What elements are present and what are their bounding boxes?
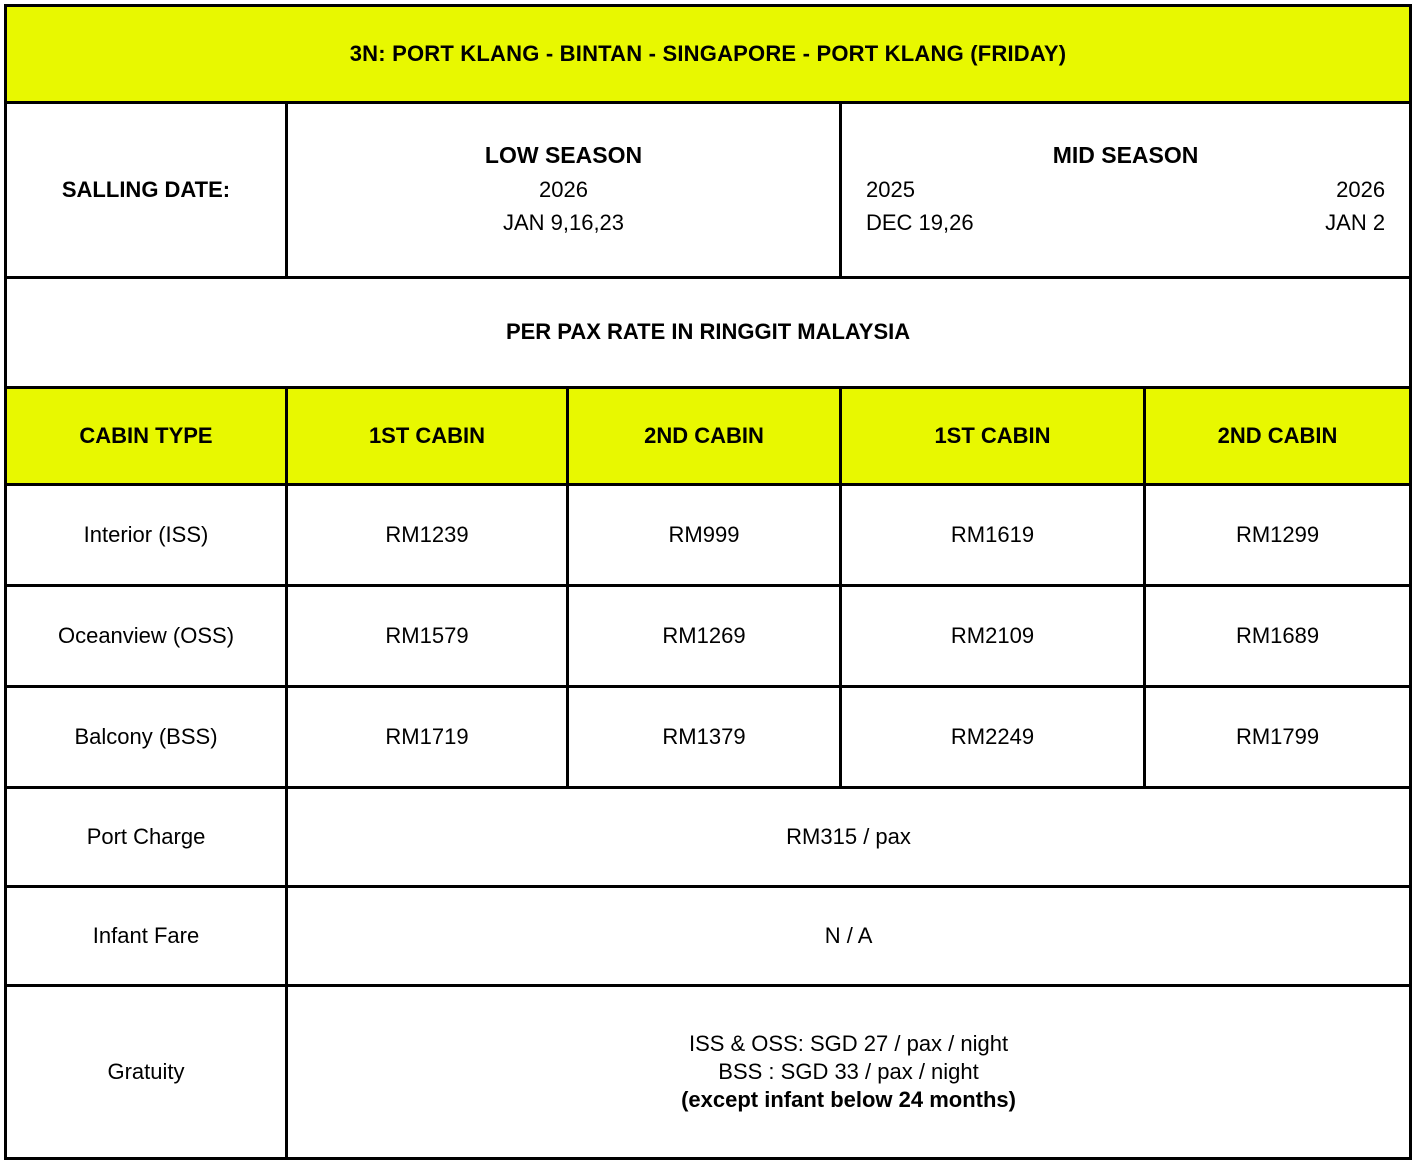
sailing-date-row [6, 103, 1411, 278]
mid-season-year-left: 2025 [866, 176, 915, 202]
mid-second-price: RM1299 [1145, 485, 1411, 586]
gratuity-label: Gratuity [6, 986, 287, 1159]
low-season-cell [287, 103, 841, 278]
cabin-type-value: Interior (ISS) [6, 485, 287, 586]
sailing-date-label: SALLING DATE: [6, 103, 287, 278]
mid-first-price: RM2109 [841, 586, 1145, 687]
mid-second-price: RM1689 [1145, 586, 1411, 687]
header-cabin-type: CABIN TYPE [6, 388, 287, 485]
per-pax-rate-banner: PER PAX RATE IN RINGGIT MALAYSIA [6, 278, 1411, 388]
table-row [6, 687, 1411, 788]
gratuity-line-bss: BSS : SGD 33 / pax / night [718, 1058, 979, 1084]
header-low-second-cabin: 2ND CABIN [568, 388, 841, 485]
table-row [6, 586, 1411, 687]
header-mid-second-cabin: 2ND CABIN [1145, 388, 1411, 485]
rate-sheet [0, 4, 1413, 1113]
low-first-price: RM1719 [287, 687, 568, 788]
mid-first-price: RM1619 [841, 485, 1145, 586]
mid-season-heading: MID SEASON [1052, 142, 1199, 169]
cabin-type-value: Oceanview (OSS) [6, 586, 287, 687]
low-season-year: 2026 [539, 176, 588, 202]
low-second-price: RM1269 [568, 586, 841, 687]
title-row [6, 6, 1411, 103]
mid-season-dates-right: JAN 2 [1325, 209, 1386, 235]
rate-banner-row [6, 278, 1411, 388]
port-charge-value: RM315 / pax [287, 788, 1411, 887]
infant-fare-label: Infant Fare [6, 887, 287, 986]
mid-first-price: RM2249 [841, 687, 1145, 788]
gratuity-infant-note: (except infant below 24 months) [681, 1087, 1016, 1113]
port-charge-row [6, 788, 1411, 887]
cabin-type-value: Balcony (BSS) [6, 687, 287, 788]
header-low-first-cabin: 1ST CABIN [287, 388, 568, 485]
low-second-price: RM1379 [568, 687, 841, 788]
gratuity-row [6, 986, 1411, 1159]
column-header-row [6, 388, 1411, 485]
gratuity-value [287, 986, 1411, 1159]
gratuity-line-iss-oss: ISS & OSS: SGD 27 / pax / night [688, 1030, 1009, 1056]
mid-season-years [848, 173, 1403, 206]
mid-season-dates [848, 206, 1403, 239]
itinerary-title: 3N: PORT KLANG - BINTAN - SINGAPORE - PORT KLANG (FRIDAY) [6, 6, 1411, 103]
low-season-heading: LOW SEASON [484, 142, 643, 169]
low-first-price: RM1239 [287, 485, 568, 586]
table-row [6, 485, 1411, 586]
mid-season-year-right: 2026 [1336, 176, 1386, 202]
infant-fare-row [6, 887, 1411, 986]
low-first-price: RM1579 [287, 586, 568, 687]
low-second-price: RM999 [568, 485, 841, 586]
cruise-rate-table [4, 4, 1412, 1160]
header-mid-first-cabin: 1ST CABIN [841, 388, 1145, 485]
mid-season-cell [841, 103, 1411, 278]
mid-second-price: RM1799 [1145, 687, 1411, 788]
port-charge-label: Port Charge [6, 788, 287, 887]
mid-season-dates-left: DEC 19,26 [866, 209, 974, 235]
infant-fare-value: N / A [287, 887, 1411, 986]
low-season-dates: JAN 9,16,23 [502, 209, 625, 235]
